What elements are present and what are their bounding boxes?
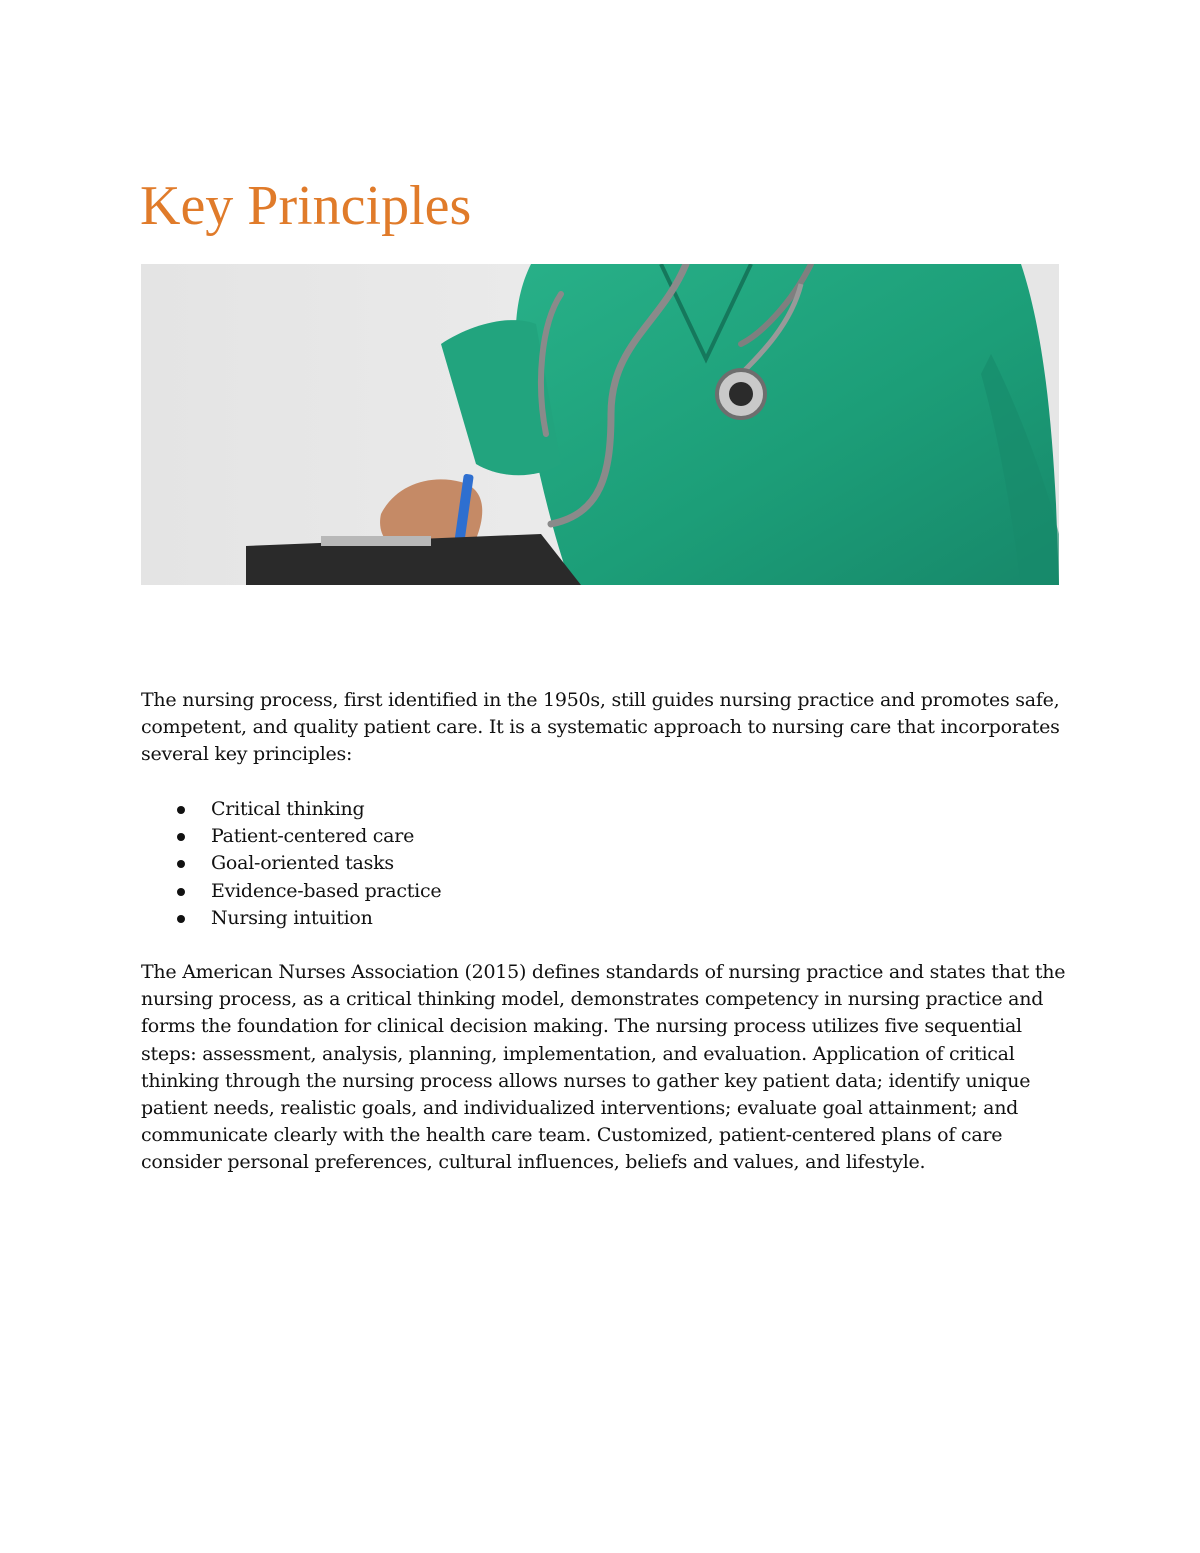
list-item bbox=[141, 905, 441, 932]
intro-paragraph: The nursing process, first identified in the 1950s, still guides nursing practice and promotes safe, competent, and quality patient care. It is a systematic approach to nursing care that incorporates several key principles: bbox=[141, 689, 1060, 766]
list-item-label: Nursing intuition bbox=[211, 906, 373, 929]
principles-list bbox=[141, 796, 441, 932]
list-item-label: Goal-oriented tasks bbox=[211, 852, 394, 875]
bullet-icon bbox=[177, 888, 185, 896]
bullet-icon bbox=[177, 833, 185, 841]
bullet-icon bbox=[177, 915, 185, 923]
list-item bbox=[141, 796, 441, 823]
list-item-label: Evidence-based practice bbox=[211, 879, 442, 902]
nurse-illustration bbox=[141, 264, 1059, 585]
page-title: Key Principles bbox=[140, 175, 472, 237]
list-item-label: Patient-centered care bbox=[211, 825, 415, 848]
standards-paragraph: The American Nurses Association (2015) defines standards of nursing practice and states that the nursing process, as a critical thinking model, demonstrates competency in nursing practice and forms the foundation for clinical decision making. The nursing process utilizes five sequential steps: assessment, analysis, planning, implementation, and evaluation. Application of critical thinking through the nursing process allows nurses to gather key patient data; identify unique patient needs, realistic goals, and individualized interventions; evaluate goal attainment; and communicate clearly with the health care team. Customized, patient-centered plans of care consider personal preferences, cultural influences, beliefs and values, and lifestyle. bbox=[141, 961, 1066, 1174]
list-item-label: Critical thinking bbox=[211, 798, 365, 820]
list-item bbox=[141, 850, 441, 877]
bullet-icon bbox=[177, 806, 185, 814]
bullet-icon bbox=[177, 860, 185, 868]
hero-image bbox=[141, 264, 1059, 585]
list-item bbox=[141, 823, 441, 850]
list-item bbox=[141, 878, 441, 905]
